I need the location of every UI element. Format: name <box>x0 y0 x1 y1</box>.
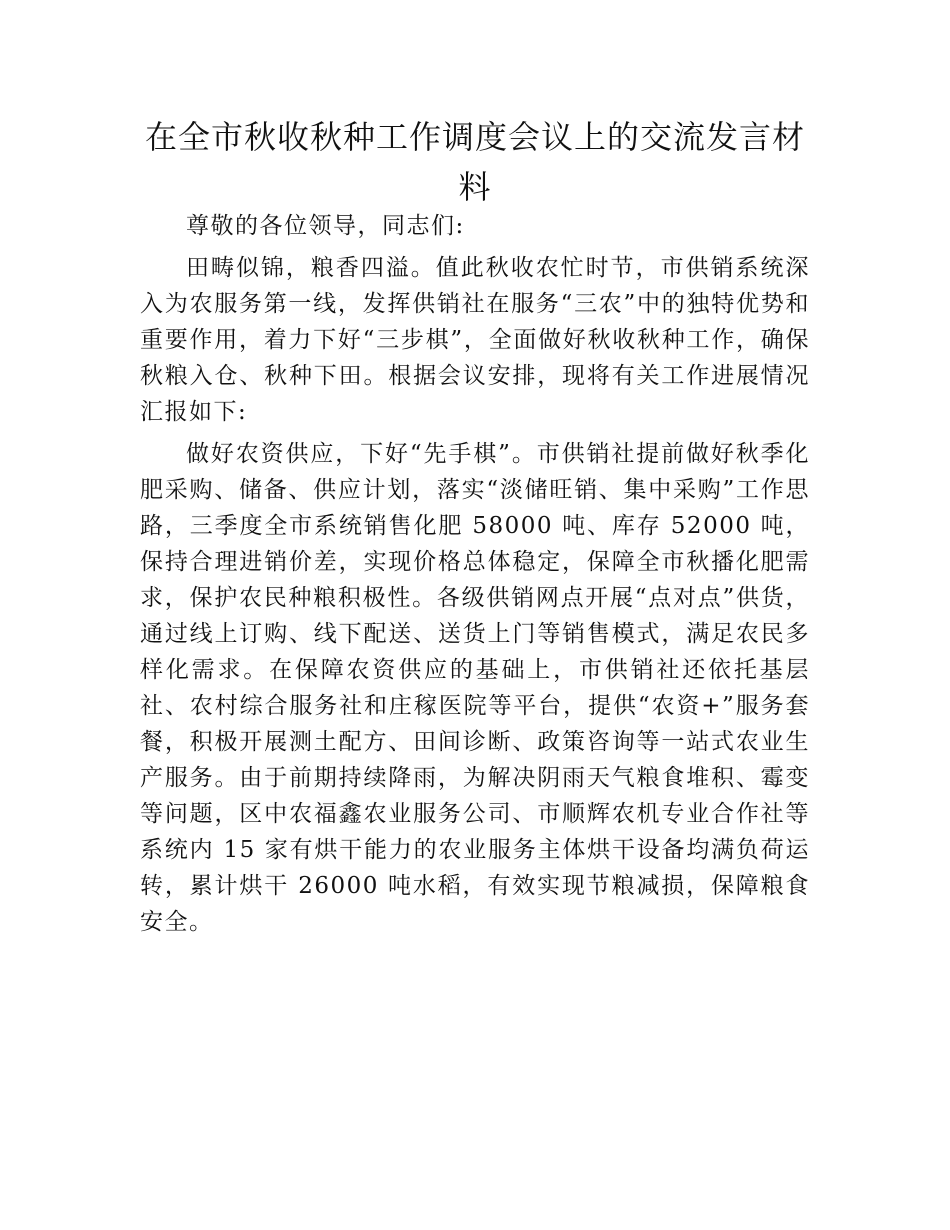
paragraph-supply: 做好农资供应，下好“先手棋”。市供销社提前做好秋季化肥采购、储备、供应计划，落实“淡储旺销、集中采购”工作思路，三季度全市系统销售化肥 58000 吨、库存 52000 吨，保持合理进销价差，实现价格总体稳定，保障全市秋播化肥需求，保护农民种粮积极性。各级供销网点开展“点对点”供货，通过线上订购、线下配送、送货上门等销售模式，满足农民多样化需求。在保障农资供应的基础上，市供销社还依托基层社、农村综合服务社和庄稼医院等平台，提供“农资+”服务套餐，积极开展测土配方、田间诊断、政策咨询等一站式农业生产服务。由于前期持续降雨，为解决阴雨天气粮食堆积、霉变等问题，区中农福鑫农业服务公司、市顺辉农机专业合作社等系统内 15 家有烘干能力的农业服务主体烘干设备均满负荷运转，累计烘干 26000 吨水稻，有效实现节粮减损，保障粮食安全。 <box>140 441 810 935</box>
document-title: 在全市秋收秋种工作调度会议上的交流发言材料 <box>144 118 805 206</box>
document-body <box>140 208 810 946</box>
salutation: 尊敬的各位领导，同志们: <box>186 213 465 239</box>
paragraph-intro: 田畴似锦，粮香四溢。值此秋收农忙时节，市供销系统深入为农服务第一线，发挥供销社在服务“三农”中的独特优势和重要作用，着力下好“三步棋”，全面做好秋收秋种工作，确保秋粮入仓、秋种下田。根据会议安排，现将有关工作进展情况汇报如下: <box>140 255 810 425</box>
